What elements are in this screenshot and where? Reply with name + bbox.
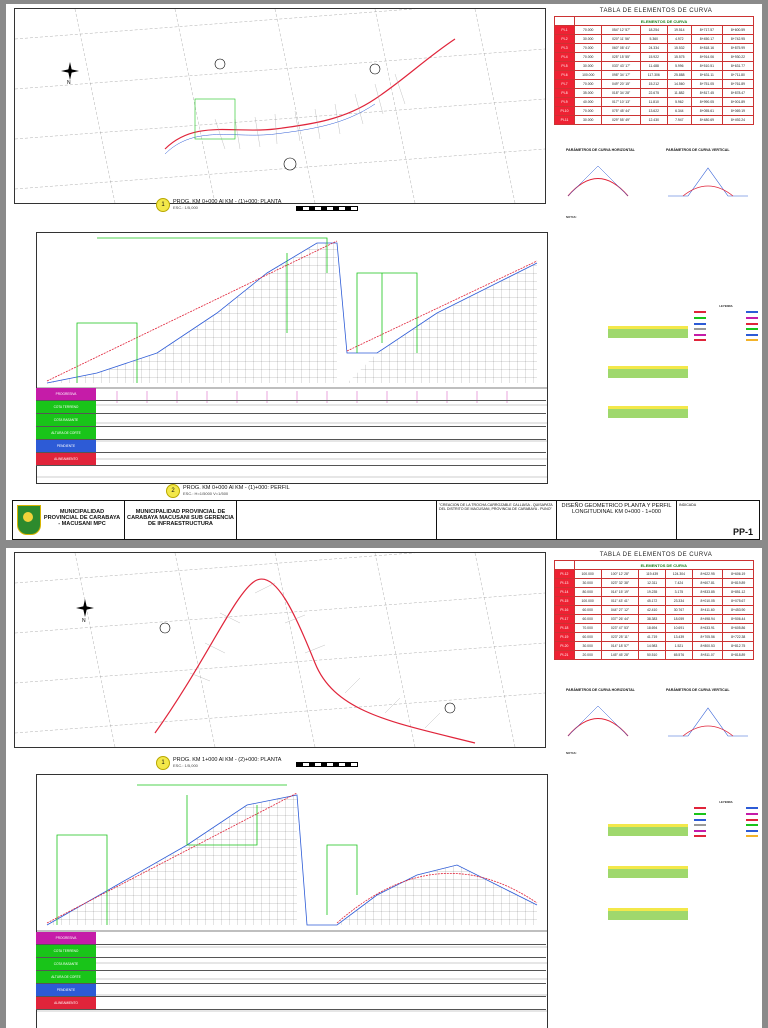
curve-panel-1 [554,8,758,308]
curve-cell: 42.410 [639,606,666,615]
curve-cell: 8+742.95 [722,35,753,44]
curve-cell: PI-8 [555,89,575,98]
curve-cell: 25.888 [667,71,691,80]
curve-cell: 8+722.38 [723,633,754,642]
curve-cell: 8+631.11 [691,71,722,80]
curve-cell: PI-12 [555,570,575,579]
curve-cell: 023° 32' 38" [601,579,639,588]
curve-cell: 30.000 [574,62,601,71]
curve-cell: 8+705.56 [692,633,723,642]
curve-cell: 060° 08' 41" [602,44,640,53]
org-subtitle: MUNICIPALIDAD PROVINCIAL DE CARABAYA MACUSANI SUB GERENCIA DE INFRAESTRUCTURA [125,501,237,539]
curve-cell: 70.000 [574,80,601,89]
curve-cell: 19.235 [639,588,666,597]
curve-cell: 8+492.24 [722,116,753,125]
curve-row [555,588,754,597]
curve-row [555,89,754,98]
curve-row [555,107,754,116]
curve-row [555,44,754,53]
sheet-code-cell: INDICADA PP-1 [679,503,753,537]
curve-cell: 011° 43' 41" [601,597,639,606]
curve-row [555,62,754,71]
plan-map-1 [15,9,545,203]
curve-cell: PI-13 [555,579,575,588]
curve-cell: 119.439 [639,570,666,579]
curve-cell: 30.000 [574,579,601,588]
curve-cell: 15.575 [667,53,691,62]
road-axis [165,39,455,149]
curve-cell: 12.311 [639,579,666,588]
curve-cell: 14.560 [667,80,691,89]
curve-cell: 38.383 [639,615,666,624]
curve-cell: 11.882 [667,89,691,98]
curve-table-2: ELEMENTOS DE CURVA PI-12 100.000 100° 12' 28" 119.439 124.304 8+622.95 8+606.19 PI-13 30.000 023° 32' 38" 12.311 7.424 8+607.81 8+819.89 PI-14 80.000 014° 15' 19" 19.235 3.175 8+833.85 8+851.12 PI-15 100.000 011° 43' 41" 45.172 23.334 8+010.05 8+075.67 PI-16 60.000 044° 27' 12" 42.410 30.767 8+411.60 8+453.90 PI-17 60.000 037° 26' 44" 38.383 18.059 8+498.94 8+506.44 PI-18 70.000 023° 47' 53" 18.694 10.691 8+633.91 8+605.86 PI-19 60.000 023° 25' 11" 41.719 13.439 8+705.56 8+722.38 PI-20 30.000 014° 18' 57" 14.983 1.521 8+800.53 8+812.75 PI-21 20.000 145° 45' 28" 50.510 65.576 8+811.07 8+818.89 [554,560,754,660]
curve-cell: 014° 15' 19" [601,588,639,597]
curve-cell: 15.532 [667,44,691,53]
curve-cell: 8+819.89 [723,579,754,588]
curve-cell: 8+833.85 [692,588,723,597]
curve-row [555,651,754,660]
curve-cell: PI-11 [555,116,575,125]
curve-cell: 8+818.89 [723,651,754,660]
curve-cell: 023° 25' 11" [601,633,639,642]
curve-cell: 30.000 [574,116,601,125]
curve-cell: 100.000 [574,597,601,606]
curve-row [555,71,754,80]
curve-cell: PI-1 [555,26,575,35]
curve-cell: 70.000 [574,624,601,633]
curve-cell: 8+606.19 [723,570,754,579]
curve-row [555,606,754,615]
bm-marker [160,623,170,633]
curve-cell: 24.334 [640,44,667,53]
curve-cell: 4.972 [667,35,691,44]
plan-caption-2: 1 PROG. KM 1+000 Al KM - (2)+000: PLANTA ESC.: 1/5,000 [156,756,281,770]
curve-row [555,570,754,579]
curve-row [555,116,754,125]
curve-cell: 22.675 [640,89,667,98]
scale-bar [296,762,358,767]
curve-cell: 8+914.06 [691,53,722,62]
curve-cell: 12.430 [640,116,667,125]
curve-cell: PI-5 [555,62,575,71]
curve-cell: 70.000 [574,53,601,62]
curve-cell: PI-6 [555,71,575,80]
curve-cell: 1.521 [665,642,692,651]
curve-cell: 60.000 [574,615,601,624]
curve-cell: PI-21 [555,651,575,660]
curve-cell: 35.000 [574,89,601,98]
drawing-sheet-1 [6,4,762,540]
curve-cell: PI-20 [555,642,575,651]
curve-cell: 023° 47' 53" [601,624,639,633]
notes-block-1: NOTAS: [566,215,577,219]
bm-marker [215,59,225,69]
curve-row [555,80,754,89]
curve-param-diagram [558,696,758,746]
curve-cell: 15.922 [640,53,667,62]
curve-cell: 124.304 [665,570,692,579]
curve-cell: 50.510 [639,651,666,660]
curve-cell: 8+480.69 [691,116,722,125]
curve-cell: 8+510.51 [691,62,722,71]
curve-cell: 19.514 [667,26,691,35]
plan-view-2 [14,552,546,748]
title-block-logo-cell: MUNICIPALIDAD PROVINCIAL DE CARABAYA - MACUSANI MPC [13,501,125,539]
curve-cell: 40.000 [574,98,601,107]
curve-cell: 8+001.89 [722,98,753,107]
bm-marker [284,158,296,170]
curve-cell: 8+010.05 [692,597,723,606]
curve-cell: 8+711.80 [722,71,753,80]
curve-cell: 70.000 [574,26,601,35]
curve-cell: 10.691 [665,624,692,633]
curve-cell: 13.622 [640,107,667,116]
curve-cell: 60.000 [574,606,601,615]
curve-cell: 45.172 [639,597,666,606]
drawing-sheet-2 [6,548,762,1028]
curve-table-title: TABLA DE ELEMENTOS DE CURVA [599,552,713,558]
curve-cell: 65.576 [665,651,692,660]
typical-section [608,388,688,418]
curve-cell: PI-16 [555,606,575,615]
curve-cell: 8+622.95 [692,570,723,579]
curve-cell: 8+411.60 [692,606,723,615]
curve-cell: 018° 34' 28" [602,89,640,98]
curve-cell: 8+453.90 [723,606,754,615]
curve-cell: 017° 10' 13" [602,98,640,107]
curve-cell: 014° 18' 57" [601,642,639,651]
curve-row [555,98,754,107]
curve-cell: 100.000 [574,570,601,579]
curve-cell: 8+751.05 [691,80,722,89]
curve-cell: 41.719 [639,633,666,642]
curve-cell: 075° 45' 44" [602,107,640,116]
curve-cell: 145° 45' 28" [601,651,639,660]
curve-cell: PI-9 [555,98,575,107]
curve-cell: 8+878.47 [722,89,753,98]
curve-cell: 8+506.44 [723,615,754,624]
typical-section [608,348,688,378]
curve-cell: 23.334 [665,597,692,606]
curve-cell: 8+875.99 [722,44,753,53]
curve-cell: 30.767 [665,606,692,615]
curve-row [555,633,754,642]
curve-cell: 3.175 [665,588,692,597]
north-arrow [76,599,94,624]
curve-cell: 8+812.75 [723,642,754,651]
curve-cell: 8+631.77 [722,62,753,71]
curve-row [555,26,754,35]
param-h-title: PARÁMETROS DE CURVA HORIZONTAL [566,688,635,692]
curve-cell: PI-15 [555,597,575,606]
curve-cell: 8+450.17 [691,35,722,44]
curve-cell: 044° 27' 12" [601,606,639,615]
curve-cell: 15.212 [640,80,667,89]
plan-caption-1: 1 PROG. KM 0+000 Al KM - (1)+000: PLANTA ESC.: 1/5,000 [156,198,281,212]
typical-section [608,308,688,338]
sheet-code: PP-1 [732,527,753,537]
curve-cell: 13.439 [665,633,692,642]
curve-cell: PI-19 [555,633,575,642]
curve-cell: 80.000 [574,588,601,597]
curve-row [555,53,754,62]
curve-table-1: ELEMENTOS DE CURVA PI-1 70.000 054° 12' 57" 18.254 19.514 8+717.57 8+600.59 PI-2 30.000 020° 11' 56" 5.360 4.972 8+450.17 8+742.95 PI-3 70.000 060° 08' 41" 24.334 15.532 8+818.16 8+875.99 PI-4 70.000 025° 15' 55" 15.922 15.575 8+914.06 8+930.22 PI-5 30.000 033° 43' 17" 11.488 5.996 8+510.51 8+631.77 PI-6 100.000 098° 34' 17" 117.306 25.888 8+631.11 8+711.80 PI-7 70.000 049° 20' 15" 15.212 14.560 8+751.05 8+761.89 PI-8 35.000 018° 34' 28" 22.675 11.882 8+817.45 8+878.47 PI-9 40.000 017° 10' 13" 11.810 5.962 8+990.05 8+001.89 PI-10 70.000 075° 45' 44" 13.622 6.344 8+055.61 8+069.19 PI-11 30.000 029° 55' 49" 12.430 7.947 8+480.69 8+492.24 [554,16,754,125]
curve-cell: 8+600.59 [722,26,753,35]
curve-cell: 18.694 [639,624,666,633]
curve-cell: 100.000 [574,71,601,80]
curve-cell: 8+633.91 [692,624,723,633]
curve-table-title: TABLA DE ELEMENTOS DE CURVA [599,8,713,14]
signatures-cell [237,501,437,539]
curve-cell: 6.344 [667,107,691,116]
scale-bar [296,206,358,211]
curve-cell: 7.424 [665,579,692,588]
curve-cell: 037° 26' 44" [601,615,639,624]
curve-cell: PI-7 [555,80,575,89]
svg-text:N: N [67,80,71,86]
curve-cell: 8+811.07 [692,651,723,660]
design-title: DISEÑO GEOMETRICO PLANTA Y PERFIL LONGITUDINAL KM 0+000 - 1+000 [557,501,677,539]
curve-cell: 8+930.22 [722,53,753,62]
curve-cell: 5.962 [667,98,691,107]
curve-cell: 8+717.57 [691,26,722,35]
curve-cell: 100° 12' 28" [601,570,639,579]
curve-cell: 8+761.89 [722,80,753,89]
curve-cell: 8+818.16 [691,44,722,53]
param-v-title: PARÁMETROS DE CURVA VERTICAL [666,688,730,692]
north-arrow [61,62,79,86]
curve-cell: 5.360 [640,35,667,44]
municipality-shield [17,505,41,535]
typical-section [608,848,688,878]
curve-cell: 8+607.81 [692,579,723,588]
curve-row [555,35,754,44]
curve-cell: 8+817.45 [691,89,722,98]
bm-marker [445,703,455,713]
curve-cell: 70.000 [574,107,601,116]
curve-cell: 029° 55' 49" [602,116,640,125]
curve-cell: 033° 43' 17" [602,62,640,71]
curve-cell: 18.254 [640,26,667,35]
title-block [12,500,760,540]
typical-section [608,806,688,836]
curve-cell: 8+800.53 [692,642,723,651]
curve-cell: 14.983 [639,642,666,651]
curve-cell: 7.947 [667,116,691,125]
curve-cell: PI-10 [555,107,575,116]
curve-cell: 30.000 [574,35,601,44]
curve-cell: PI-14 [555,588,575,597]
curve-cell: 8+498.94 [692,615,723,624]
curve-cell: PI-3 [555,44,575,53]
curve-row [555,597,754,606]
curve-cell: 5.996 [667,62,691,71]
curve-panel-2 [554,552,758,804]
curve-param-diagram [558,156,758,206]
param-v-title: PARÁMETROS DE CURVA VERTICAL [666,148,730,152]
road-axis [155,579,475,743]
svg-text:N: N [82,618,86,624]
legend-1: LEYENDA [694,304,758,343]
typical-section [608,890,688,920]
curve-row [555,579,754,588]
curve-cell: 8+851.12 [723,588,754,597]
curve-cell: 098° 34' 17" [602,71,640,80]
profile-caption-1: 2 PROG. KM 0+000 Al KM - (1)+000: PERFIL ESC.: H=1/5000 V=1/500 [166,484,290,498]
curve-cell: 60.000 [574,633,601,642]
curve-cell: 025° 15' 55" [602,53,640,62]
curve-cell: 70.000 [574,44,601,53]
curve-cell: 8+055.61 [691,107,722,116]
curve-cell: PI-18 [555,624,575,633]
curve-cell: 11.810 [640,98,667,107]
notes-block-2: NOTAS: [566,751,577,755]
curve-cell: 8+069.19 [722,107,753,116]
profile-bands-1: PROGRESIVA COTA TERRENO COTA RASANTE ALTURA DE CORTE PENDIENTE ALINEAMIENTO [36,388,546,466]
curve-cell: 8+075.67 [723,597,754,606]
param-h-title: PARÁMETROS DE CURVA HORIZONTAL [566,148,635,152]
curve-cell: PI-4 [555,53,575,62]
bm-marker [370,64,380,74]
curve-cell: 8+990.05 [691,98,722,107]
curve-cell: 049° 20' 15" [602,80,640,89]
plan-map-2 [15,553,545,747]
curve-row [555,642,754,651]
curve-cell: PI-17 [555,615,575,624]
legend-2: LEYENDA [694,800,758,839]
curve-cell: 20.000 [574,651,601,660]
curve-cell: 117.306 [640,71,667,80]
curve-row [555,624,754,633]
curve-cell: 020° 11' 56" [602,35,640,44]
curve-cell: 8+605.86 [723,624,754,633]
curve-cell: PI-2 [555,35,575,44]
profile-bands-2: PROGRESIVA COTA TERRENO COTA RASANTE ALTURA DE CORTE PENDIENTE ALINEAMIENTO [36,932,546,1010]
curve-cell: 11.488 [640,62,667,71]
curve-cell: 30.000 [574,642,601,651]
project-name: "CREACION DE LA TROCHA CARROZABLE CALLIASA - QUISAPATA DEL DISTRITO DE MACUSANI, PROVINCIA DE CARABAYA - PUNO" [437,501,557,539]
curve-row [555,615,754,624]
curve-cell: 054° 12' 57" [602,26,640,35]
plan-view-1 [14,8,546,204]
curve-cell: 18.059 [665,615,692,624]
